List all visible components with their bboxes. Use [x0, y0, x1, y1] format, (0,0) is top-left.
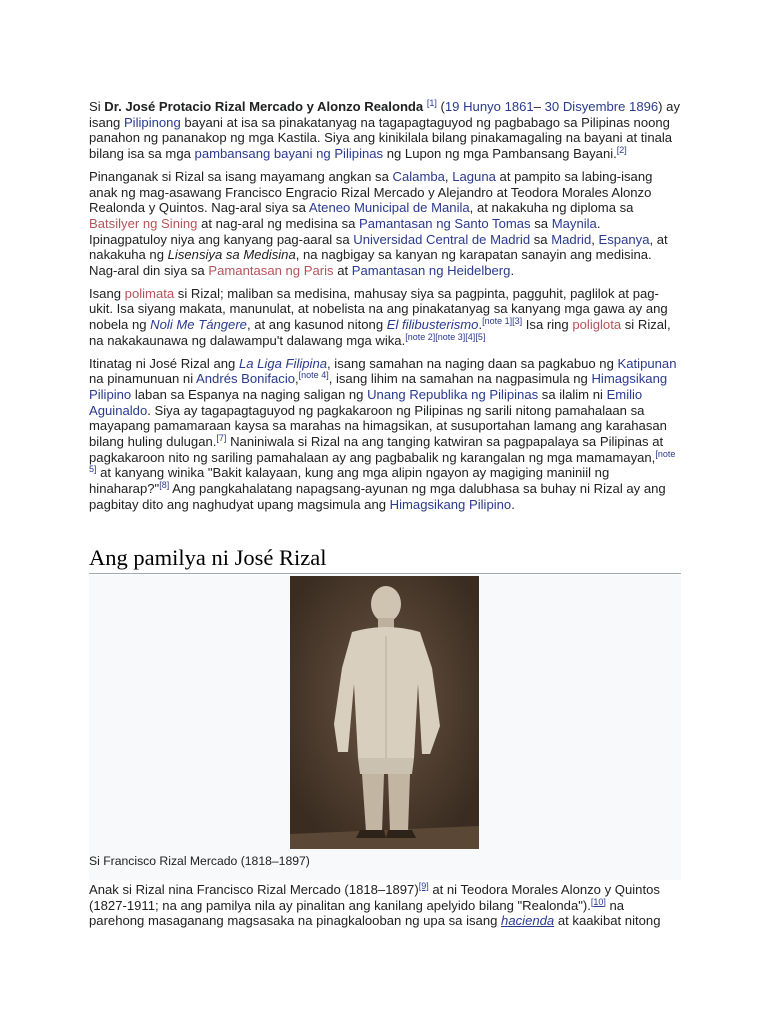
text: Pinanganak si Rizal sa isang mayamang angkan sa	[89, 168, 393, 184]
text: sa	[530, 215, 552, 231]
reference	[216, 433, 226, 443]
heidelberg-link[interactable]: Pamantasan ng Heidelberg	[351, 263, 511, 279]
reference	[159, 480, 169, 490]
text: Naniniwala si Rizal na ang tanging katwiran sa pagpapalaya sa Pilipinas at pagkakaroon nito ng sariling pamahalaan ay ang pagbabalik ng karangalan ng mga mamamayan,	[89, 434, 664, 465]
reference	[405, 332, 485, 342]
text: sa	[530, 231, 552, 247]
reference	[591, 897, 606, 907]
family-section	[89, 882, 681, 936]
text: Isang	[89, 285, 125, 301]
reference-link[interactable]: [8]	[159, 480, 170, 491]
subject-name: Dr. José Protacio Rizal Mercado y Alonzo Realonda	[104, 99, 424, 114]
reference-link[interactable]: [9]	[418, 881, 429, 891]
reference	[482, 316, 522, 326]
text: , at nakakuha ng	[89, 231, 668, 263]
text: ,	[295, 371, 299, 387]
paris-university-link[interactable]: Pamantasan ng Paris	[208, 263, 334, 279]
text: Si	[89, 99, 105, 114]
reference-link[interactable]: [7]	[216, 433, 227, 444]
reference	[299, 370, 329, 380]
figure	[89, 575, 681, 880]
article-intro	[89, 99, 681, 520]
paragraph-1	[89, 99, 681, 162]
madrid-university-link[interactable]: Universidad Central de Madrid	[353, 231, 531, 247]
text: na parehong masaganang magsasaka na pinagkalooban ng upa sa isang	[89, 897, 625, 929]
license-text: Lisensiya sa Medisina	[167, 247, 296, 263]
text: . Ipinagpatuloy niya ang kanyang pag-aaral sa	[89, 215, 601, 247]
text: , at nakakuha ng diploma sa	[469, 200, 634, 216]
text: laban sa Espanya na naging saligan ng	[131, 386, 368, 402]
noli-link[interactable]: Noli Me Tángere	[150, 317, 247, 333]
text: . Siya ay tagapagtaguyod ng pagkakaroon ng Pilipinas ng sarili nitong pamahalaan sa mayapang pamamaraan kaysa sa marahas na himagsikan, at susuportahan lamang ang karahasan bilang huling dulugan.	[89, 402, 667, 450]
text: , isang lihim na samahan na nagpasimula ng	[328, 371, 592, 387]
bonifacio-link[interactable]: Andrés Bonifacio	[196, 371, 296, 387]
text: , at ang kasunod nitong	[246, 317, 387, 333]
ust-link[interactable]: Pamantasan ng Santo Tomas	[359, 215, 531, 231]
aguinaldo-link[interactable]: Emilio Aguinaldo	[89, 386, 643, 418]
reference	[617, 145, 627, 155]
paragraph-2	[89, 169, 681, 279]
hacienda-link[interactable]: hacienda	[501, 913, 555, 929]
fili-link[interactable]: El filibusterismo	[386, 317, 479, 333]
paragraph-4	[89, 356, 681, 513]
text: , na nagbigay sa kanyan ng karapatan sanayin ang medisina. Nag-aral din siya sa	[89, 247, 652, 279]
text: at	[333, 263, 352, 279]
reference-link[interactable]: [5]	[475, 331, 486, 342]
text: Isa ring	[522, 317, 573, 333]
liga-link[interactable]: La Liga Filipina	[238, 355, 328, 371]
text: –	[533, 99, 545, 114]
reference-link[interactable]: [3]	[512, 316, 523, 327]
text: at kaakibat nitong	[554, 913, 661, 929]
text: at ni Teodora Morales Alonzo y Quintos (1827-1911; na ang pamilya nila ay pinalitan ang kanilang apelyido bilang "Realonda").	[89, 882, 660, 913]
text: Itinatag ni José Rizal ang	[89, 355, 239, 371]
ateneo-link[interactable]: Ateneo Municipal de Manila	[308, 200, 470, 216]
laguna-link[interactable]: Laguna	[452, 168, 496, 184]
text: na pinamunuan ni	[89, 371, 197, 387]
section-heading-wrap	[89, 544, 681, 574]
text: at kanyang winika "Bakit kalayaan, kung ang mga alipin ngayon ay magiging maniniil ng hinaharap?"	[89, 465, 610, 497]
portrait-photo[interactable]	[290, 576, 479, 849]
madrid-link[interactable]: Madrid	[551, 231, 592, 247]
poliglota-link[interactable]: poliglota	[572, 317, 622, 333]
birth-date-link[interactable]: 19 Hunyo 1861	[444, 99, 534, 114]
pilipinong-link[interactable]: Pilipinong	[123, 114, 181, 130]
espanya-link[interactable]: Espanya	[598, 231, 650, 247]
text: ,	[591, 231, 599, 247]
text: .	[510, 263, 515, 279]
reference-link[interactable]: [4]	[465, 331, 476, 342]
note-link[interactable]: [note 3]	[435, 331, 466, 342]
text: Ang pangkahalatang napagsang-ayunan ng mga dalubhasa sa buhay ni Rizal ay ang pagbitay dito ang naghudyat upang magsimula ang	[89, 481, 666, 512]
figure-caption: Si Francisco Rizal Mercado (1818–1897)	[89, 854, 310, 868]
text: sa ilalim ni	[538, 386, 607, 402]
note-link[interactable]: [note 1]	[482, 316, 513, 327]
note-link[interactable]: [note 2]	[405, 331, 436, 342]
reference-link[interactable]: [2]	[616, 145, 627, 156]
text: .	[511, 496, 515, 512]
batsilyer-link[interactable]: Batsilyer ng Sining	[89, 215, 198, 231]
text: , isang samahan na naging daan sa pagkabuo ng	[327, 355, 618, 371]
text: at pampito sa labing-isang anak ng mag-asawang Francisco Engracio Rizal Mercado y Alejandro at Teodora Morales Alonzo Realonda y Quintos. Nag-aral siya sa	[89, 168, 653, 216]
reference-link[interactable]: [10]	[590, 896, 606, 907]
portrait-illustration	[290, 576, 479, 849]
note-link[interactable]: [note 5]	[89, 448, 676, 475]
text: at nag-aral ng medisina sa	[197, 215, 360, 231]
text: si Rizal; maliban sa medisina, mahusay siya sa pagpinta, pagguhit, paglilok at pag-ukit. Isa siyang makata, manunulat, at nobelista na ang pinakatanyag sa kanyang mga gawa ay ang nobela ng	[89, 285, 668, 333]
text: Anak si Rizal nina Francisco Rizal Mercado (1818–1897)	[89, 882, 419, 897]
republic-link[interactable]: Unang Republika ng Pilipinas	[367, 386, 539, 402]
polimata-link[interactable]: polimata	[124, 285, 175, 301]
revolution-link-2[interactable]: Himagsikang Pilipino	[389, 496, 512, 512]
section-heading: Ang pamilya ni José Rizal	[89, 544, 681, 574]
death-date-link[interactable]: 30 Disyembre 1896	[544, 99, 659, 114]
maynila-link[interactable]: Maynila	[551, 215, 597, 231]
national-hero-link[interactable]: pambansang bayani ng Pilipinas	[194, 146, 384, 162]
text: (	[436, 99, 445, 114]
reference	[427, 98, 437, 108]
reference	[419, 881, 429, 891]
revolution-link[interactable]: Himagsikang Pilipino	[89, 371, 668, 402]
katipunan-link[interactable]: Katipunan	[617, 355, 677, 371]
calamba-link[interactable]: Calamba	[392, 168, 445, 184]
text: ng Lupon ng mga Pambansang Bayani.	[383, 146, 617, 162]
text: ,	[444, 168, 453, 184]
text: bayani at isa sa pinakatanyag na tagapagtaguyod ng pagbabago sa Pilipinas noong panahon ng pananakop ng mga Kastila. Siya ang kinikilala bilang pinakamagaling na bayani at tinala bilang isa sa mga	[89, 114, 673, 162]
text: ) ay isang	[89, 99, 680, 130]
paragraph-3	[89, 286, 681, 349]
reference-link[interactable]: [1]	[426, 98, 437, 108]
text: .	[478, 317, 483, 333]
text: si Rizal, na nakakaunawa ng dalawampu't dalawang mga wika.	[89, 317, 671, 348]
paragraph-5	[89, 882, 681, 929]
note-link[interactable]: [note 4]	[298, 370, 329, 381]
